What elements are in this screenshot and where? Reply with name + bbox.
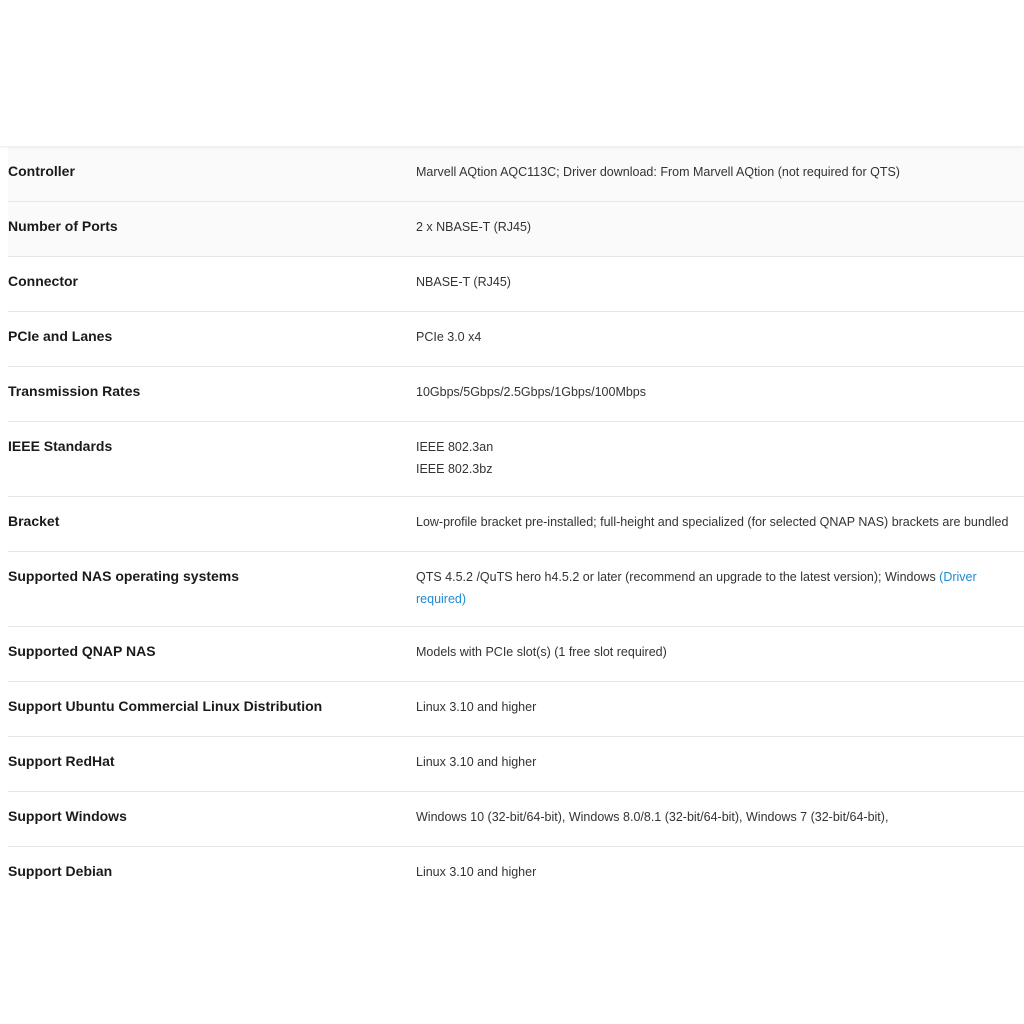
spec-value-line: IEEE 802.3bz xyxy=(416,462,493,476)
spec-label: Number of Ports xyxy=(8,218,118,234)
spec-row-support-redhat xyxy=(8,737,1024,792)
spec-value: Linux 3.10 and higher xyxy=(416,865,537,879)
spec-value: Marvell AQtion AQC113C; Driver download: From Marvell AQtion (not required for QTS) xyxy=(416,165,900,179)
spec-value: Low-profile bracket pre-installed; full-height and specialized (for selected QNAP NAS) brackets are bundled xyxy=(416,515,1009,529)
spec-label: PCIe and Lanes xyxy=(8,328,113,344)
spec-label: Connector xyxy=(8,273,78,289)
spec-table xyxy=(8,147,1024,902)
spec-value xyxy=(416,566,1024,610)
spec-label: Supported NAS operating systems xyxy=(8,568,240,584)
spec-row-support-debian xyxy=(8,847,1024,902)
spec-value xyxy=(416,436,1024,480)
spec-value: PCIe 3.0 x4 xyxy=(416,330,482,344)
spec-label: Support RedHat xyxy=(8,753,115,769)
spec-label: Support Windows xyxy=(8,808,127,824)
spec-value: NBASE-T (RJ45) xyxy=(416,275,511,289)
spec-row-connector xyxy=(8,257,1024,312)
spec-value-line: IEEE 802.3an xyxy=(416,440,494,454)
spec-row-supported-nas-os xyxy=(8,552,1024,627)
spec-value: 10Gbps/5Gbps/2.5Gbps/1Gbps/100Mbps xyxy=(416,385,647,399)
spec-value: Windows 10 (32-bit/64-bit), Windows 8.0/8.1 (32-bit/64-bit), Windows 7 (32-bit/64-bit), xyxy=(416,810,889,824)
spec-label: Transmission Rates xyxy=(8,383,141,399)
spec-row-support-ubuntu xyxy=(8,682,1024,737)
spec-value: Models with PCIe slot(s) (1 free slot required) xyxy=(416,645,667,659)
top-header-area xyxy=(0,0,1024,146)
spec-row-pcie-and-lanes xyxy=(8,312,1024,367)
spec-row-support-windows xyxy=(8,792,1024,847)
spec-row-ieee-standards xyxy=(8,422,1024,497)
spec-row-supported-qnap-nas xyxy=(8,627,1024,682)
spec-value: Linux 3.10 and higher xyxy=(416,755,537,769)
spec-value: 2 x NBASE-T (RJ45) xyxy=(416,220,532,234)
spec-label: Supported QNAP NAS xyxy=(8,643,156,659)
spec-label: Support Debian xyxy=(8,863,113,879)
spec-row-number-of-ports xyxy=(8,202,1024,257)
driver-required-link[interactable]: (Driver required) xyxy=(416,570,977,606)
spec-value-text: QTS 4.5.2 /QuTS hero h4.5.2 or later (recommend an upgrade to the latest version); Windows xyxy=(416,570,940,584)
spec-label: Support Ubuntu Commercial Linux Distribution xyxy=(8,698,323,714)
spec-row-bracket xyxy=(8,497,1024,552)
spec-label: IEEE Standards xyxy=(8,438,113,454)
spec-label: Bracket xyxy=(8,513,60,529)
spec-row-transmission-rates xyxy=(8,367,1024,422)
spec-row-controller xyxy=(8,147,1024,202)
spec-label: Controller xyxy=(8,163,75,179)
spec-value: Linux 3.10 and higher xyxy=(416,700,537,714)
